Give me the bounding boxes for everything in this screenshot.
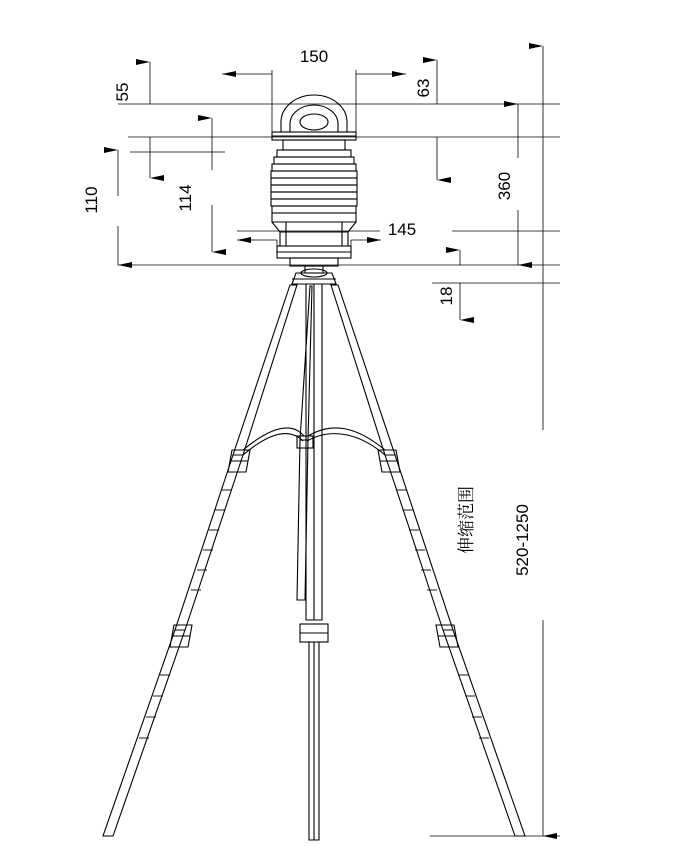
dim-upper-section: 110 — [82, 186, 101, 214]
dim-overall-head-height: 360 — [495, 171, 514, 201]
dim-body-height: 114 — [176, 184, 195, 212]
dim-top-offset: 55 — [113, 82, 132, 102]
sensor-head-geometry — [271, 95, 357, 273]
dim-tripod-range: 520-1250 — [513, 504, 532, 576]
label-telescoping-range: 伸缩范围 — [457, 486, 477, 554]
dim-dome-height: 63 — [414, 78, 433, 98]
dim-sensor-body-width: 150 — [299, 47, 329, 66]
dim-base-plate-height: 18 — [437, 286, 456, 306]
dim-base-width: 145 — [387, 220, 417, 239]
